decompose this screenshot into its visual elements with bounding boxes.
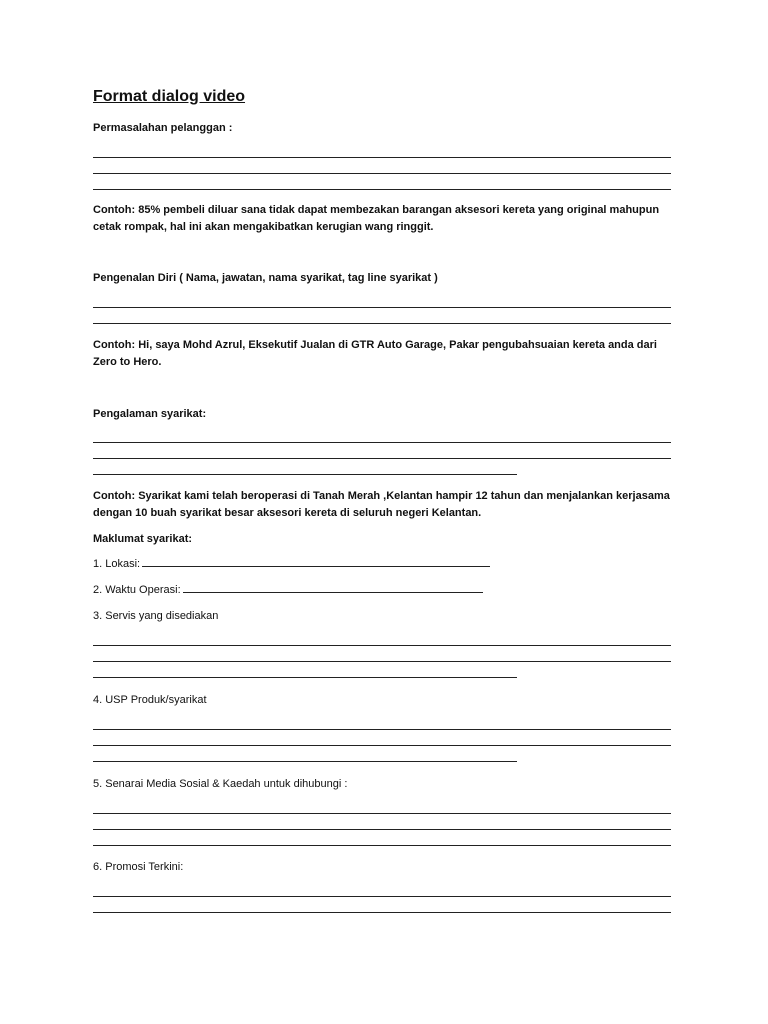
pengalaman-answer-line-2[interactable]	[93, 458, 671, 459]
servis-label: 3. Servis yang disediakan	[93, 610, 219, 622]
promosi-answer-line-2[interactable]	[93, 912, 671, 913]
pengalaman-answer-line-3[interactable]	[93, 474, 517, 475]
servis-answer-line-2[interactable]	[93, 661, 671, 662]
pengenalan-answer-line-1[interactable]	[93, 307, 671, 308]
usp-answer-line-3[interactable]	[93, 761, 517, 762]
permasalahan-answer-line-1[interactable]	[93, 157, 671, 158]
permasalahan-label: Permasalahan pelanggan :	[93, 122, 233, 134]
waktu-operasi-row	[93, 583, 483, 597]
lokasi-label: 1. Lokasi:	[93, 558, 141, 570]
pengalaman-answer-line-1[interactable]	[93, 442, 671, 443]
waktu-operasi-label: 2. Waktu Operasi:	[93, 584, 181, 596]
page-title: Format dialog video	[93, 88, 246, 105]
permasalahan-answer-line-3[interactable]	[93, 189, 671, 190]
media-sosial-answer-line-3[interactable]	[93, 845, 671, 846]
media-sosial-answer-line-1[interactable]	[93, 813, 671, 814]
servis-answer-line-1[interactable]	[93, 645, 671, 646]
lokasi-answer-line[interactable]	[142, 566, 490, 567]
pengalaman-label: Pengalaman syarikat:	[93, 408, 207, 420]
media-sosial-label: 5. Senarai Media Sosial & Kaedah untuk dihubungi :	[93, 778, 348, 790]
usp-answer-line-1[interactable]	[93, 729, 671, 730]
pengalaman-example: Contoh: Syarikat kami telah beroperasi di Tanah Merah ,Kelantan hampir 12 tahun dan menjalankan kerjasama dengan 10 buah syarikat besar aksesori kereta di seluruh negeri Kelantan.	[93, 490, 670, 519]
servis-answer-line-3[interactable]	[93, 677, 517, 678]
promosi-label: 6. Promosi Terkini:	[93, 861, 184, 873]
usp-answer-line-2[interactable]	[93, 745, 671, 746]
usp-label: 4. USP Produk/syarikat	[93, 694, 207, 706]
waktu-operasi-answer-line[interactable]	[183, 592, 483, 593]
pengenalan-example: Contoh: Hi, saya Mohd Azrul, Eksekutif Jualan di GTR Auto Garage, Pakar pengubahsuaian kereta anda dari Zero to Hero.	[93, 339, 657, 368]
maklumat-label: Maklumat syarikat:	[93, 533, 193, 545]
pengenalan-answer-line-2[interactable]	[93, 323, 671, 324]
media-sosial-answer-line-2[interactable]	[93, 829, 671, 830]
lokasi-row	[93, 557, 490, 571]
permasalahan-example: Contoh: 85% pembeli diluar sana tidak dapat membezakan barangan aksesori kereta yang original mahupun cetak rompak, hal ini akan mengakibatkan kerugian wang ringgit.	[93, 204, 660, 233]
pengenalan-label: Pengenalan Diri ( Nama, jawatan, nama syarikat, tag line syarikat )	[93, 272, 438, 284]
permasalahan-answer-line-2[interactable]	[93, 173, 671, 174]
promosi-answer-line-1[interactable]	[93, 896, 671, 897]
